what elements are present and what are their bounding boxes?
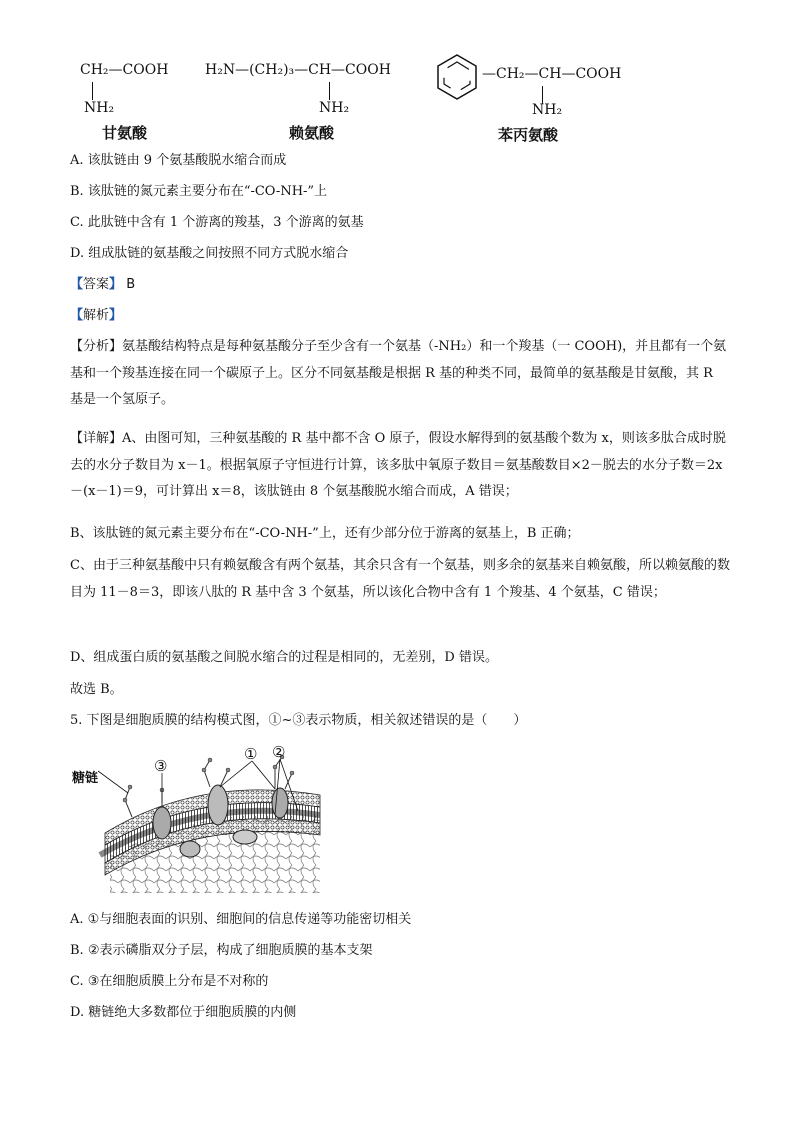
glycine-formula: CH₂—COOH: [80, 62, 169, 78]
lysine-amino-group: NH₂: [319, 100, 350, 116]
lysine-name: 赖氨酸: [289, 124, 335, 142]
benzene-ring-icon: [432, 52, 482, 102]
label-1: ①: [244, 745, 258, 763]
phenylalanine-name: 苯丙氨酸: [498, 126, 559, 144]
label-3: ③: [154, 757, 168, 775]
q4-option-a: A. 该肽链由 9 个氨基酸脱水缩合而成: [70, 153, 287, 168]
label-2: ②: [272, 743, 286, 761]
glycine-amino-group: NH₂: [84, 100, 115, 116]
bond-line: [329, 82, 330, 100]
membrane-diagram: [70, 745, 330, 895]
q5-option-a: A. ①与细胞表面的识别、细胞间的信息传递等功能密切相关: [70, 912, 412, 927]
detail-text-a: A、由图可知，三种氨基酸的 R 基中都不含 O 原子，假设水解得到的氨基酸个数为 x，则该多肽合成时脱去的水分子数目为 x－1。根据氧原子守恒进行计算，该多肽中氧原子数目＝氨基酸数目×2－脱去的水分子数＝2x－(x－1)＝9，可计算出 x＝8，该肽链由 8 个氨基酸脱水缩合而成，A 错误；: [70, 431, 726, 499]
q4-option-c: C. 此肽链中含有 1 个游离的羧基，3 个游离的氨基: [70, 215, 364, 230]
analysis-tag: 【分析】: [70, 339, 123, 354]
answer-value: B: [126, 277, 136, 292]
bracket-left: 【: [70, 277, 84, 292]
phenylalanine-formula: —CH₂—CH—COOH: [482, 66, 622, 82]
analysis-paragraph: [70, 334, 730, 414]
answer-line: [70, 274, 135, 296]
q4-option-d: D. 组成肽链的氨基酸之间按照不同方式脱水缩合: [70, 246, 349, 261]
phenylalanine-amino-group: NH₂: [532, 102, 563, 118]
analysis-label: 解析: [83, 308, 110, 323]
glycine-name: 甘氨酸: [102, 124, 148, 142]
lysine-formula: H₂N—(CH₂)₃—CH—COOH: [205, 62, 391, 78]
analysis-text: 氨基酸结构特点是每种氨基酸分子至少含有一个氨基（-NH₂）和一个羧基（一 COOH)，并且都有一个氨基和一个羧基连接在同一个碳原子上。区分不同氨基酸是根据 R 基的种类不同，最简单的氨基酸是甘氨酸，其 R 基是一个氢原子。: [70, 339, 727, 407]
detail-tag: 【详解】: [70, 431, 123, 446]
answer-label: 答案: [83, 277, 110, 292]
detail-paragraph-c: C、由于三种氨基酸中只有赖氨酸含有两个氨基，其余只含有一个氨基，则多余的氨基来自赖氨酸，所以赖氨酸的数目为 11－8＝3，即该八肽的 R 基中含 3 个氨基，所以该化合物中含有 1 个羧基、4 个氨基，C 错误；: [70, 558, 730, 600]
cell-membrane-figure: [70, 745, 330, 895]
q5-option-d: D. 糖链绝大多数都位于细胞质膜的内侧: [70, 1005, 297, 1020]
bracket-right: 】: [109, 277, 123, 292]
detail-paragraph-b: B、该肽链的氮元素主要分布在“-CO-NH-”上，还有少部分位于游离的氨基上，B 正确；: [70, 526, 580, 541]
analysis-header: [70, 305, 122, 327]
sugar-chain-label: 糖链: [72, 771, 99, 786]
q5-option-c: C. ③在细胞质膜上分布是不对称的: [70, 974, 269, 989]
bracket-left: 【: [70, 308, 84, 323]
q5-option-b: B. ②表示磷脂双分子层，构成了细胞质膜的基本支架: [70, 943, 373, 958]
detail-paragraph-a: [70, 426, 730, 506]
bracket-right: 】: [109, 308, 123, 323]
bond-line: [92, 82, 93, 100]
amino-acid-structures: [70, 52, 730, 147]
q5-stem: 5. 下图是细胞质膜的结构模式图，①~③表示物质，相关叙述错误的是（ ）: [70, 713, 527, 728]
q4-option-b: B. 该肽链的氮元素主要分布在“-CO-NH-”上: [70, 184, 328, 199]
detail-paragraph-d: D、组成蛋白质的氨基酸之间脱水缩合的过程是相同的，无差别，D 错误。: [70, 650, 498, 665]
conclusion: 故选 B。: [70, 682, 123, 697]
